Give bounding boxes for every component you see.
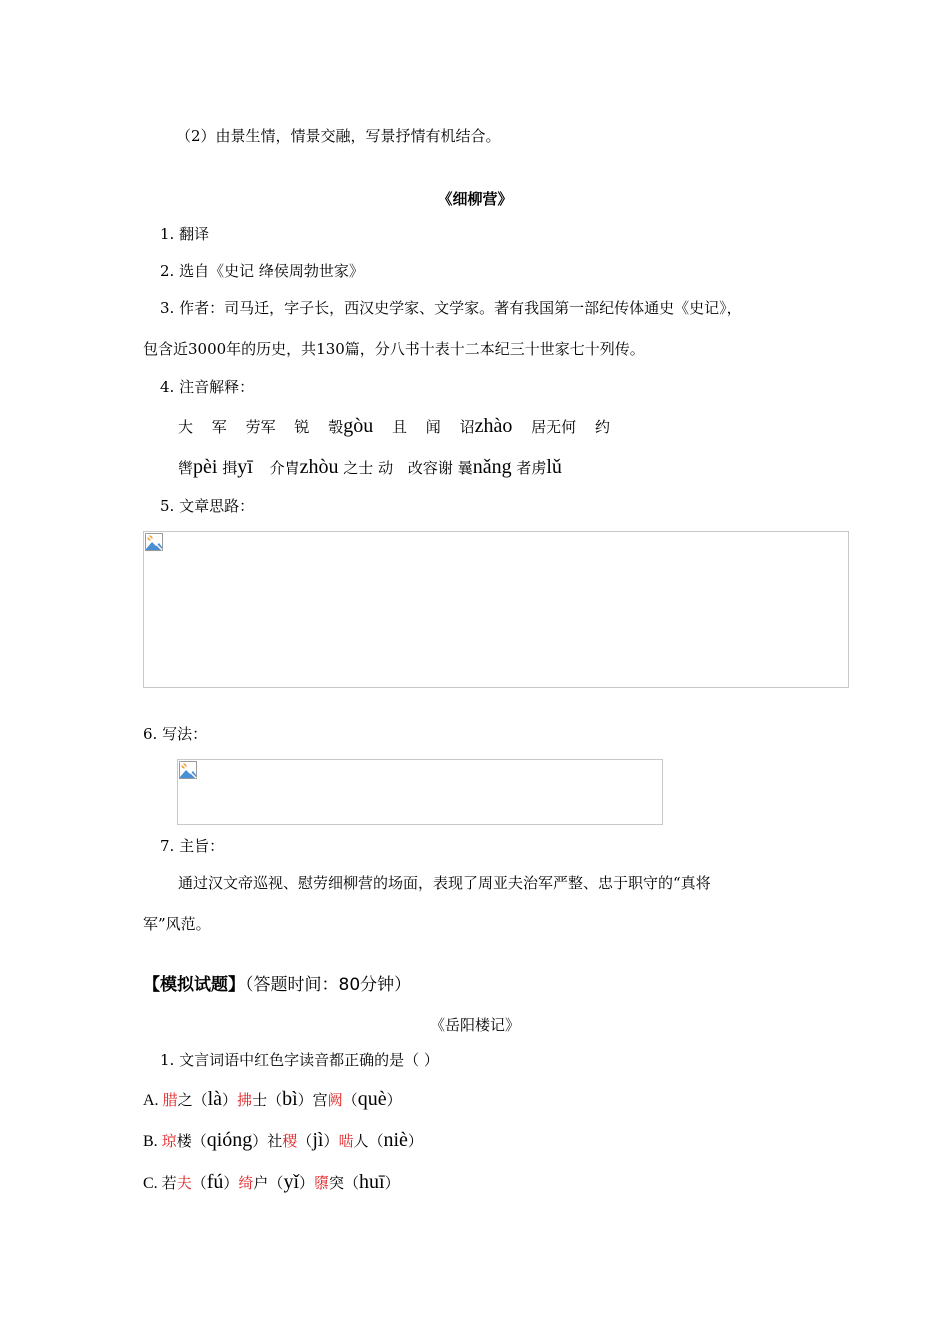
word: 动 bbox=[378, 459, 394, 477]
option-text: ）社 bbox=[252, 1132, 283, 1150]
broken-image-icon bbox=[145, 533, 163, 551]
option-a[interactable] bbox=[143, 1087, 402, 1113]
pinyin: là bbox=[207, 1088, 223, 1110]
word: 彀 bbox=[328, 418, 344, 436]
question-1: 1. 文言词语中红色字读音都正确的是（ ） bbox=[160, 1051, 439, 1069]
option-text: 突（ bbox=[329, 1174, 360, 1192]
pinyin: yǐ bbox=[283, 1171, 299, 1193]
mock-test-title bbox=[143, 974, 411, 996]
option-text: ） bbox=[223, 1174, 239, 1192]
option-b[interactable] bbox=[143, 1128, 423, 1154]
mock-title-bold: 【模拟试题】 bbox=[143, 975, 245, 995]
pinyin: fú bbox=[206, 1171, 224, 1193]
item-5: 5. 文章思路： bbox=[160, 497, 255, 515]
option-label: B. bbox=[143, 1133, 162, 1150]
option-text: ） bbox=[386, 1091, 402, 1109]
pinyin: jì bbox=[312, 1129, 324, 1151]
word: 诏 bbox=[459, 418, 475, 436]
pinyin-row-1 bbox=[178, 414, 610, 439]
option-text: ） bbox=[407, 1132, 423, 1150]
word: 军 bbox=[211, 418, 227, 436]
item-6: 6. 写法： bbox=[143, 725, 208, 743]
writing-method-image bbox=[177, 759, 663, 825]
option-text: 户（ bbox=[253, 1174, 284, 1192]
word: 且 bbox=[391, 418, 407, 436]
pinyin: zhào bbox=[474, 415, 513, 437]
option-text: （ bbox=[342, 1091, 358, 1109]
mock-title-time: （答题时间：80分钟） bbox=[245, 975, 412, 995]
theme-line2: 军”风范。 bbox=[143, 915, 211, 933]
item-1: 1. 翻译 bbox=[160, 225, 210, 243]
pinyin-row-2 bbox=[178, 455, 562, 480]
word: 居无何 bbox=[531, 418, 577, 436]
item-3-line2: 包含近3000年的历史，共130篇，分八书十表十二本纪三十世家七十列传。 bbox=[143, 340, 645, 358]
highlighted-char: 琼 bbox=[161, 1132, 177, 1150]
word: 约 bbox=[594, 418, 610, 436]
word: 锐 bbox=[294, 418, 310, 436]
word: 改容谢 bbox=[407, 459, 453, 477]
pinyin: niè bbox=[383, 1129, 408, 1151]
mock-subtitle: 《岳阳楼记》 bbox=[429, 1016, 520, 1034]
paragraph-conclusion: （2）由景生情，情景交融，写景抒情有机结合。 bbox=[176, 127, 501, 145]
word: 辔 bbox=[178, 459, 194, 477]
pinyin: gòu bbox=[343, 415, 374, 437]
option-label: C. bbox=[143, 1175, 162, 1192]
pinyin: huī bbox=[359, 1171, 385, 1193]
highlighted-char: 腊 bbox=[162, 1091, 178, 1109]
highlighted-char: 阙 bbox=[327, 1091, 343, 1109]
pinyin: bì bbox=[282, 1088, 298, 1110]
option-label: A. bbox=[143, 1092, 163, 1109]
item-7: 7. 主旨： bbox=[160, 837, 225, 855]
word: 劳军 bbox=[245, 418, 276, 436]
pinyin: zhòu bbox=[299, 456, 339, 478]
item-4: 4. 注音解释： bbox=[160, 378, 255, 396]
pinyin: nǎng bbox=[472, 456, 512, 478]
broken-image-icon bbox=[179, 761, 197, 779]
highlighted-char: 拂 bbox=[237, 1091, 253, 1109]
word: 曩 bbox=[457, 459, 473, 477]
pinyin: qióng bbox=[206, 1129, 253, 1151]
word: 揖 bbox=[222, 459, 238, 477]
option-text: ） bbox=[323, 1132, 339, 1150]
pinyin: pèi bbox=[193, 456, 218, 478]
theme-line1: 通过汉文帝巡视、慰劳细柳营的场面，表现了周亚夫治军严整、忠于职守的“真将 bbox=[178, 874, 711, 892]
option-text: ） bbox=[299, 1174, 315, 1192]
section-title: 《细柳营》 bbox=[437, 190, 513, 208]
word: 介胄 bbox=[269, 459, 300, 477]
item-2: 2. 选自《史记 绛侯周勃世家》 bbox=[160, 262, 364, 280]
option-text: 人（ bbox=[353, 1132, 384, 1150]
option-text: 若 bbox=[161, 1174, 177, 1192]
pinyin: yī bbox=[237, 456, 253, 478]
option-text: 士（ bbox=[252, 1091, 283, 1109]
option-text: 楼（ bbox=[176, 1132, 207, 1150]
option-text: （ bbox=[191, 1174, 207, 1192]
option-text: （ bbox=[297, 1132, 313, 1150]
highlighted-char: 绮 bbox=[238, 1174, 254, 1192]
option-text: 之（ bbox=[177, 1091, 208, 1109]
word: 大 bbox=[178, 418, 194, 436]
highlighted-char: 隳 bbox=[314, 1174, 330, 1192]
option-text: ） bbox=[384, 1174, 400, 1192]
item-3-line1: 3. 作者：司马迁，字子长，西汉史学家、文学家。著有我国第一部纪传体通史《史记》， bbox=[160, 299, 742, 317]
option-text: ）宫 bbox=[297, 1091, 328, 1109]
word: 闻 bbox=[425, 418, 441, 436]
pinyin: lǔ bbox=[546, 456, 562, 478]
option-c[interactable] bbox=[143, 1170, 400, 1196]
article-outline-image bbox=[143, 531, 849, 688]
word: 之士 bbox=[343, 459, 374, 477]
highlighted-char: 啮 bbox=[338, 1132, 354, 1150]
pinyin: què bbox=[357, 1088, 387, 1110]
highlighted-char: 稷 bbox=[282, 1132, 298, 1150]
option-text: ） bbox=[222, 1091, 238, 1109]
word: 者虏 bbox=[516, 459, 547, 477]
highlighted-char: 夫 bbox=[176, 1174, 192, 1192]
